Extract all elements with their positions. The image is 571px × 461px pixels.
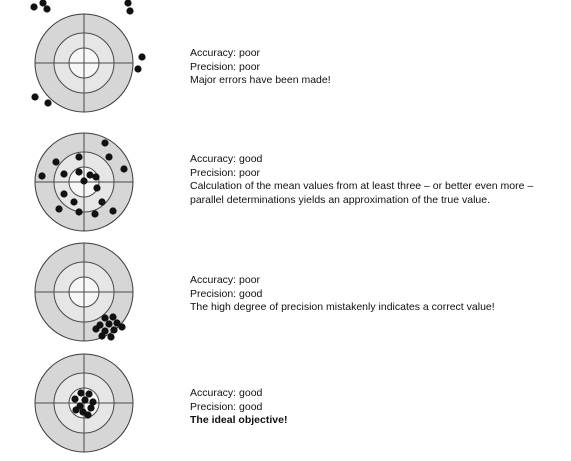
- accuracy-label: Accuracy: good: [190, 387, 263, 399]
- target-icon: [0, 124, 140, 240]
- precision-label: Precision: poor: [190, 60, 261, 73]
- verdict-text: Calculation of the mean values from at least three – or better even more – parallel determinations yields an approximation of the true value.: [190, 180, 534, 206]
- hit-dot: [124, 0, 131, 7]
- accuracy-label: Accuracy: poor: [190, 274, 261, 286]
- precision-label: Precision: good: [190, 400, 263, 413]
- hit-dot: [105, 153, 112, 160]
- precision-label: Precision: poor: [190, 166, 261, 179]
- hit-dot: [93, 184, 100, 191]
- target-icon: [0, 345, 140, 461]
- hit-dot: [91, 210, 98, 217]
- verdict-text: The high degree of precision mistakenly indicates a correct value!: [190, 301, 495, 313]
- hit-dot: [109, 313, 116, 320]
- hit-dot: [126, 7, 133, 14]
- hit-dot: [138, 53, 145, 60]
- hit-dot: [101, 314, 108, 321]
- hit-dot: [52, 158, 59, 165]
- hit-dot: [85, 390, 92, 397]
- hit-dot: [107, 333, 114, 340]
- hit-dot: [75, 168, 82, 175]
- accuracy-label: Accuracy: good: [190, 153, 263, 165]
- hit-dot: [81, 396, 88, 403]
- hit-dot: [30, 3, 37, 10]
- hit-dot: [71, 395, 78, 402]
- accuracy-label: Accuracy: poor: [190, 47, 261, 59]
- hit-dot: [105, 320, 112, 327]
- hit-dot: [75, 153, 82, 160]
- hit-dot: [87, 404, 94, 411]
- hit-dot: [77, 389, 84, 396]
- hit-dot: [101, 139, 108, 146]
- verdict-text: Major errors have been made!: [190, 74, 331, 86]
- target-icon: [0, 5, 140, 121]
- hit-dot: [60, 190, 67, 197]
- hit-dot: [70, 198, 77, 205]
- hit-dot: [39, 0, 46, 7]
- hit-dot: [92, 325, 99, 332]
- hit-dot: [60, 170, 67, 177]
- verdict-text: The ideal objective!: [190, 414, 288, 426]
- caption: [190, 153, 565, 207]
- hit-dot: [98, 198, 105, 205]
- hit-dot: [72, 406, 79, 413]
- caption: [190, 387, 565, 428]
- hit-dot: [92, 173, 99, 180]
- panel-accuracy-poor-precision-good: [0, 234, 571, 350]
- hit-dot: [120, 165, 127, 172]
- hit-dot: [109, 207, 116, 214]
- caption: [190, 274, 565, 315]
- hit-dot: [134, 65, 141, 72]
- hit-dot: [110, 326, 117, 333]
- hit-dot: [38, 172, 45, 179]
- hit-dot: [80, 177, 87, 184]
- hit-dot: [31, 93, 38, 100]
- hit-dot: [98, 332, 105, 339]
- hit-dot: [75, 208, 82, 215]
- target-icon: [0, 234, 140, 350]
- panel-accuracy-good-precision-poor: [0, 124, 571, 240]
- panel-accuracy-poor-precision-poor: [0, 5, 571, 121]
- caption: [190, 47, 565, 88]
- panel-accuracy-good-precision-good: [0, 345, 571, 461]
- hit-dot: [84, 411, 91, 418]
- precision-label: Precision: good: [190, 287, 263, 300]
- hit-dot: [55, 205, 62, 212]
- hit-dot: [118, 323, 125, 330]
- hit-dot: [43, 5, 50, 12]
- hit-dot: [44, 99, 51, 106]
